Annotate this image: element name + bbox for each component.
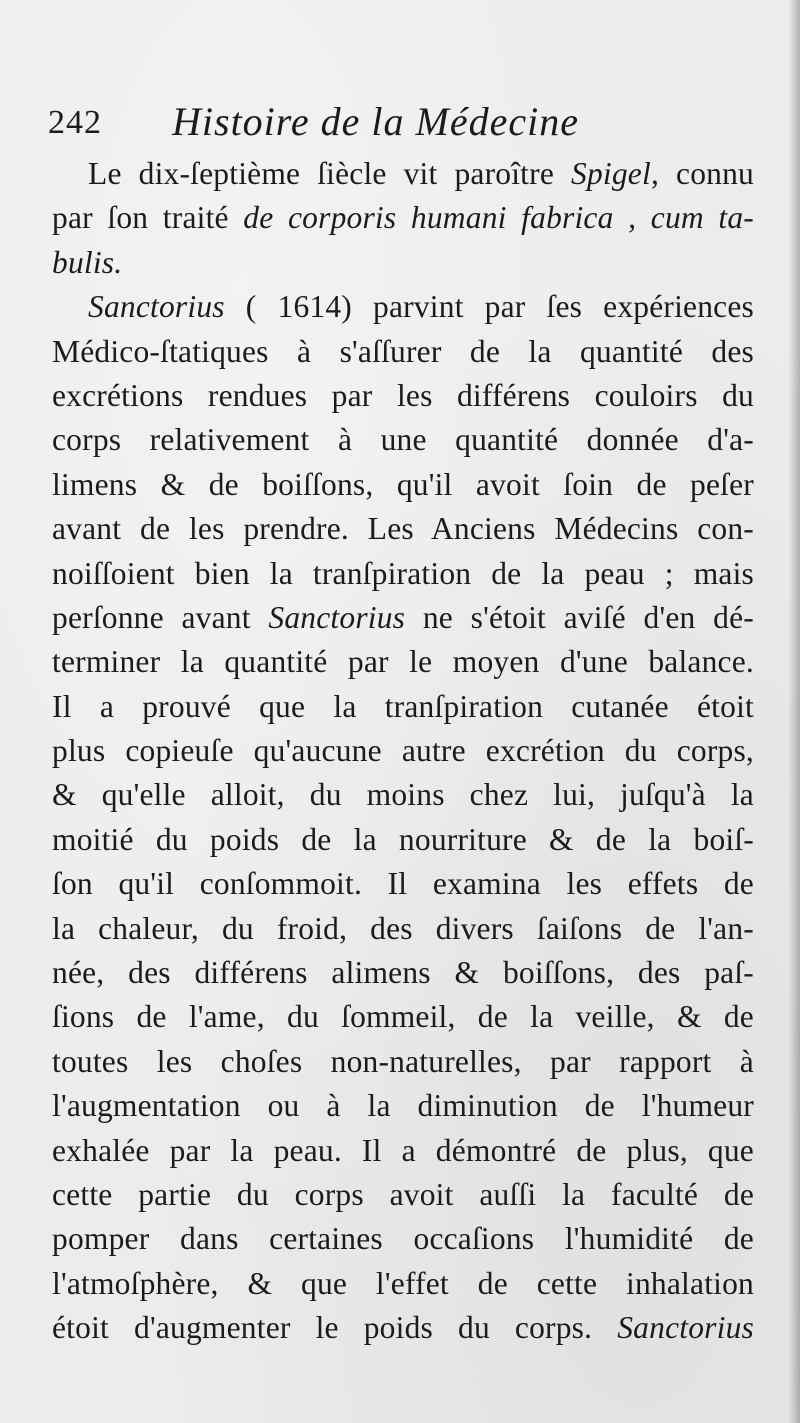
- running-head: [48, 96, 748, 152]
- text-line: [52, 1173, 754, 1217]
- text-line: [52, 907, 754, 951]
- text-run: noiſſoient bien la tranſpiration de la peau ; mais: [52, 555, 754, 591]
- italic-text: Sanctorius: [268, 599, 406, 635]
- text-line: [52, 241, 754, 285]
- text-run: née, des différens alimens & boiſſons, des paſ-: [52, 955, 754, 991]
- text-line: [52, 862, 754, 906]
- text-line: [52, 552, 754, 596]
- running-title: Histoire de la Médecine: [172, 99, 579, 144]
- text-run: toutes les choſes non-naturelles, par rapport à: [52, 1043, 754, 1079]
- text-line: [52, 330, 754, 374]
- text-run: exhalée par la peau. Il a démontré de plus, que: [52, 1132, 754, 1168]
- text-run: terminer la quantité par le moyen d'une balance.: [52, 644, 754, 680]
- text-line: [52, 685, 754, 729]
- text-run: ſon qu'il conſommoit. Il examina les effets de: [52, 866, 754, 902]
- text-run: l'augmentation ou à la diminution de l'humeur: [52, 1088, 754, 1124]
- text-run: par ſon traité: [52, 200, 244, 236]
- italic-text: Sanctorius: [88, 289, 225, 325]
- italic-text: de corporis humani fabrica , cum ta-: [243, 200, 754, 236]
- text-run: ſions de l'ame, du ſommeil, de la veille, & de: [52, 999, 754, 1035]
- text-run: cette partie du corps avoit auſſi la faculté de: [52, 1176, 754, 1212]
- text-line: [52, 463, 754, 507]
- text-line: [52, 196, 754, 240]
- text-run: perſonne avant: [52, 599, 269, 635]
- text-line: [52, 374, 754, 418]
- body-text: [52, 152, 754, 1351]
- text-run: l'atmoſphère, & que l'effet de cette inhalation: [52, 1265, 754, 1301]
- text-run: limens & de boiſſons, qu'il avoit ſoin de peſer: [52, 466, 754, 502]
- text-run: Le dix-ſeptième ſiècle vit paroître: [88, 156, 571, 191]
- text-run: pomper dans certaines occaſions l'humidité de: [52, 1221, 754, 1257]
- text-line: [52, 285, 754, 329]
- text-line: [52, 773, 754, 817]
- text-line: [52, 596, 754, 640]
- italic-text: Sanctorius: [617, 1310, 754, 1346]
- text-run: ( 1614) parvint par ſes expériences: [224, 289, 754, 325]
- text-line: [52, 507, 754, 551]
- text-run: ne s'étoit aviſé d'en dé-: [405, 599, 755, 635]
- text-line: [52, 418, 754, 462]
- text-run: , connu: [650, 156, 754, 191]
- text-line: [52, 1262, 754, 1306]
- text-run: & qu'elle alloit, du moins chez lui, juſqu'à la: [52, 777, 754, 813]
- italic-text: Spigel: [571, 156, 651, 191]
- text-run: la chaleur, du froid, des divers ſaiſons de l'an-: [52, 910, 754, 946]
- text-run: plus copieuſe qu'aucune autre excrétion du corps,: [52, 733, 754, 769]
- italic-text: bulis.: [52, 244, 123, 280]
- text-line: [52, 1084, 754, 1128]
- text-line: [52, 1129, 754, 1173]
- text-line: [52, 729, 754, 773]
- text-line: [52, 1217, 754, 1261]
- text-line: [52, 818, 754, 862]
- text-line: [52, 995, 754, 1039]
- text-run: excrétions rendues par les différens couloirs du: [52, 377, 754, 413]
- text-line: [52, 951, 754, 995]
- text-run: corps relativement à une quantité donnée d'a-: [52, 422, 754, 458]
- text-line: [52, 1306, 754, 1350]
- text-line: [52, 1040, 754, 1084]
- text-run: Médico-ſtatiques à s'aſſurer de la quantité des: [52, 333, 754, 369]
- text-run: étoit d'augmenter le poids du corps.: [52, 1310, 618, 1346]
- text-line: [52, 152, 754, 196]
- text-run: avant de les prendre. Les Anciens Médecins con-: [52, 511, 754, 547]
- text-run: moitié du poids de la nourriture & de la boiſ-: [52, 821, 754, 857]
- text-line: [52, 640, 754, 684]
- page-number: 242: [48, 104, 102, 141]
- text-run: Il a prouvé que la tranſpiration cutanée étoit: [52, 688, 754, 724]
